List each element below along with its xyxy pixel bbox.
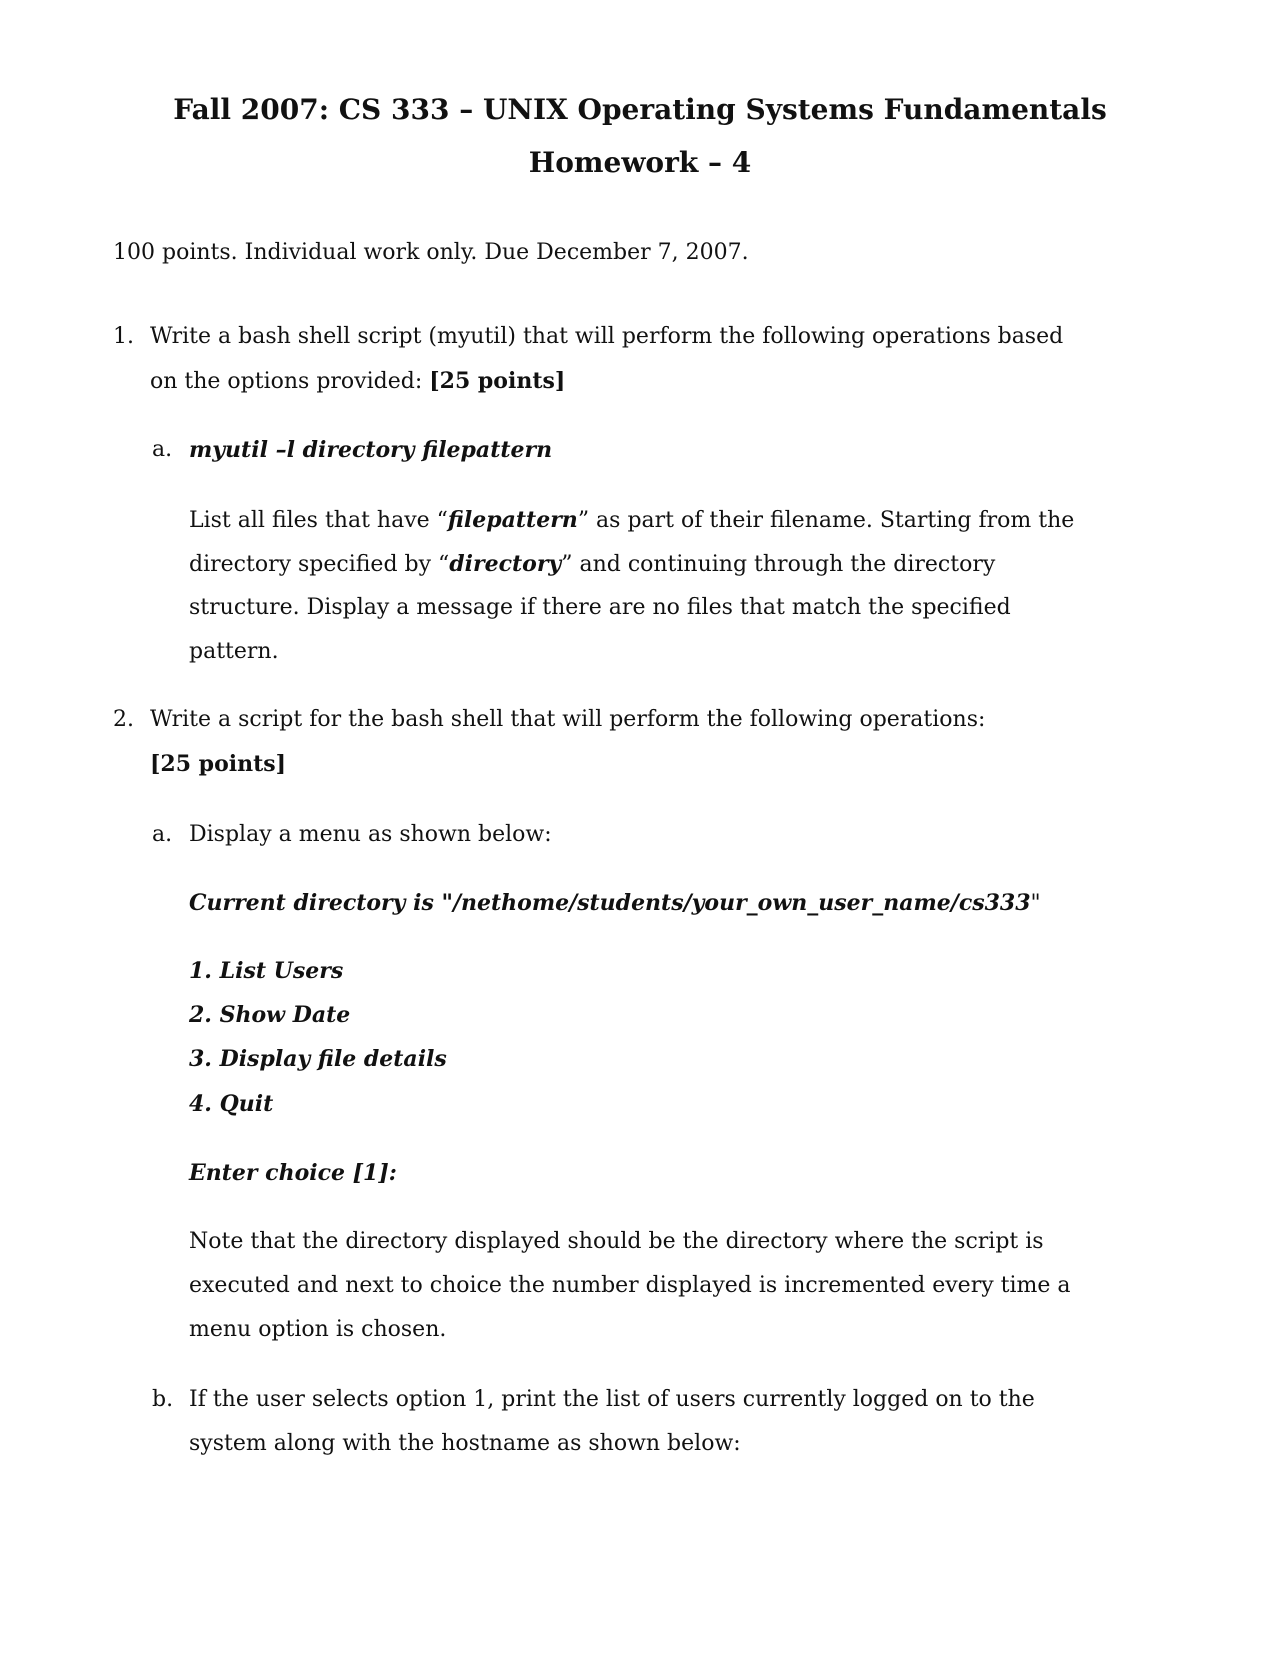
text: " <box>1030 891 1041 916</box>
note-line: Note that the directory displayed should be the directory where the script is <box>189 1229 1044 1254</box>
text: ” as part of their filename. Starting from the <box>577 508 1075 533</box>
menu-item: 4. Quit <box>189 1091 274 1117</box>
q1a-para-line <box>189 550 995 579</box>
text: ” and continuing through the directory <box>561 552 996 577</box>
text: Current directory is " <box>189 890 453 916</box>
q2b-line: system along with the hostname as shown below: <box>189 1431 741 1456</box>
q2b-label: b. <box>152 1387 174 1412</box>
intro: 100 points. Individual work only. Due December 7, 2007. <box>113 240 749 265</box>
q1a-para-line <box>189 506 1074 535</box>
q1-line1: Write a bash shell script (myutil) that will perform the following operations based <box>150 324 1064 349</box>
emph: filepattern <box>447 507 578 533</box>
q1-text: on the options provided: <box>150 369 430 394</box>
menu-item: 2. Show Date <box>189 1002 351 1028</box>
q1-line2 <box>150 367 565 396</box>
menu-item: 3. Display file details <box>189 1046 447 1072</box>
doc-title: Fall 2007: CS 333 – UNIX Operating Systems Fundamentals <box>173 93 1107 126</box>
q1a-para-line: structure. Display a message if there are no files that match the specified <box>189 595 1011 620</box>
doc-subtitle: Homework – 4 <box>528 146 752 179</box>
menu-item: 1. List Users <box>189 958 344 984</box>
q1-number: 1. <box>113 324 134 349</box>
q2-points: [25 points] <box>150 751 287 777</box>
q1a-para-line: pattern. <box>189 639 279 664</box>
q2-line1: Write a script for the bash shell that will perform the following operations: <box>150 707 986 732</box>
q1a-command: myutil –l directory filepattern <box>189 437 553 463</box>
q2a-text: Display a menu as shown below: <box>189 822 552 847</box>
note-line: menu option is chosen. <box>189 1317 447 1342</box>
text: List all files that have “ <box>189 508 448 533</box>
q2b-line: If the user selects option 1, print the list of users currently logged on to the <box>189 1387 1035 1412</box>
emph: directory <box>449 551 562 577</box>
text: directory specified by “ <box>189 552 450 577</box>
menu-cwd <box>189 889 1041 918</box>
note-line: executed and next to choice the number displayed is incremented every time a <box>189 1273 1071 1298</box>
path: /nethome/students/your_own_user_name/cs333 <box>452 890 1031 916</box>
q1-points: [25 points] <box>429 368 566 394</box>
q2-number: 2. <box>113 707 134 732</box>
menu-prompt: Enter choice [1]: <box>189 1160 397 1186</box>
q2a-label: a. <box>152 822 173 847</box>
q1a-label: a. <box>152 437 173 462</box>
